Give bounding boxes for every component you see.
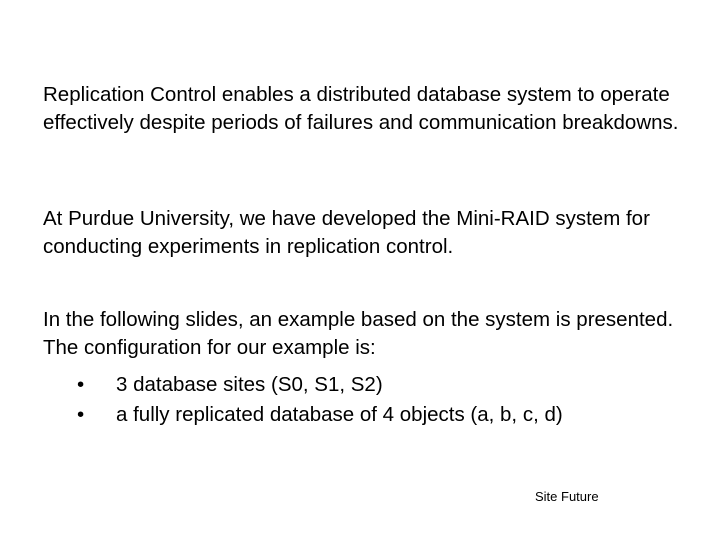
paragraph-mini-raid: At Purdue University, we have developed the Mini-RAID system for conducting experiments in replication control. (43, 207, 650, 258)
list-item (43, 400, 683, 430)
paragraph-example-config: In the following slides, an example based on the system is presented. The configuration for our example is: (43, 308, 674, 359)
bullet-icon: • (77, 403, 85, 426)
bullet-text: a fully replicated database of 4 objects (a, b, c, d) (116, 403, 563, 426)
bullet-text: 3 database sites (S0, S1, S2) (116, 373, 383, 396)
config-bullet-list (43, 370, 683, 430)
list-item (43, 370, 683, 400)
paragraph-replication-control: Replication Control enables a distributed database system to operate effectively despite periods of failures and communication breakdowns. (43, 83, 679, 134)
footer-label: Site Future (535, 489, 599, 504)
bullet-icon: • (77, 373, 85, 396)
